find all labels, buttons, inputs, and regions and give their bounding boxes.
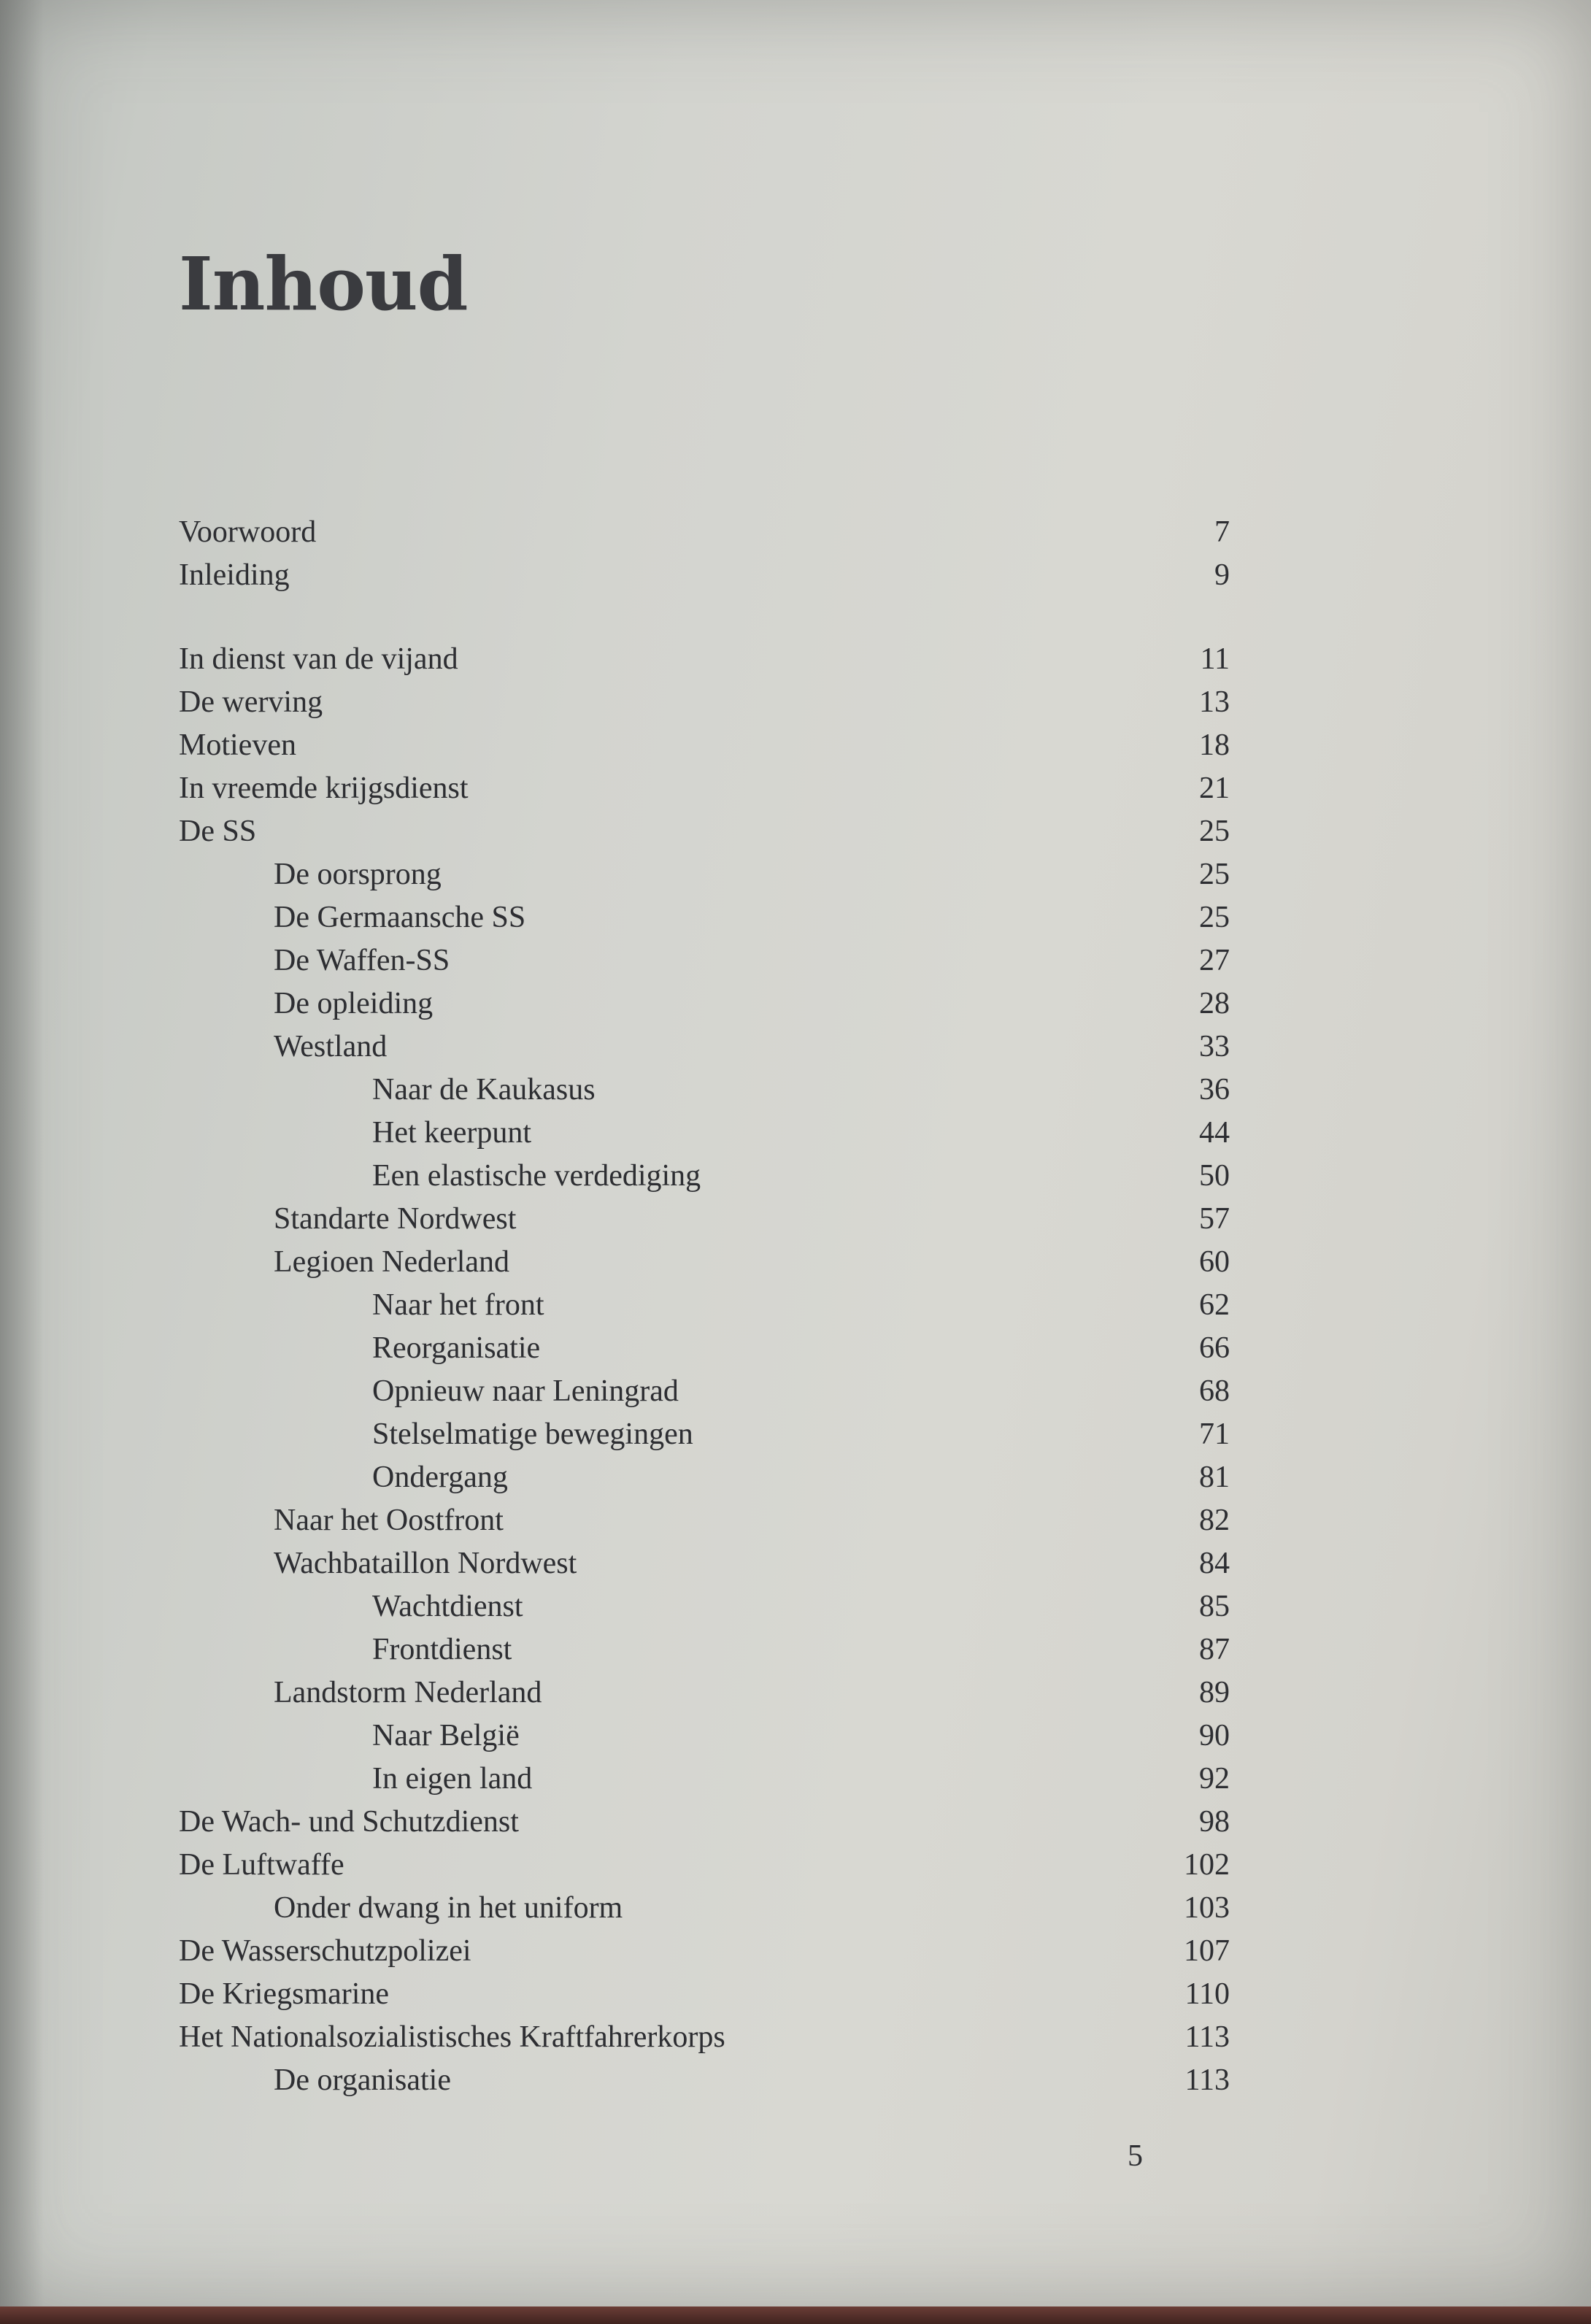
toc-entry-page-number: 11 — [1200, 642, 1230, 676]
toc-entry — [179, 1198, 1230, 1241]
toc-entry — [179, 1112, 1230, 1155]
toc-entry-page-number: 25 — [1199, 815, 1230, 848]
toc-entry-title: Wachtdienst — [372, 1590, 523, 1623]
toc-entry — [179, 1155, 1230, 1198]
toc-entry — [179, 939, 1230, 982]
toc-entry — [179, 1844, 1230, 1887]
toc-entry — [179, 1241, 1230, 1284]
toc-entry-title: Wachbataillon Nordwest — [274, 1547, 577, 1580]
toc-entry-page-number: 92 — [1199, 1762, 1230, 1796]
toc-entry-page-number: 81 — [1199, 1461, 1230, 1494]
toc-entry — [179, 1026, 1230, 1069]
toc-entry-title: Naar België — [372, 1719, 520, 1752]
toc-entry-page-number: 85 — [1199, 1590, 1230, 1623]
toc-entry-title: Inleiding — [179, 558, 290, 592]
toc-entry-page-number: 107 — [1184, 1934, 1230, 1968]
toc-entry-page-number: 28 — [1199, 987, 1230, 1020]
toc-entry-page-number: 57 — [1199, 1202, 1230, 1236]
toc-entry — [179, 1370, 1230, 1413]
toc-entry-page-number: 102 — [1184, 1848, 1230, 1882]
table-of-contents — [179, 511, 1230, 2102]
spine-shadow — [0, 0, 44, 2306]
toc-entry-page-number: 84 — [1199, 1547, 1230, 1580]
toc-entry-title: In dienst van de vijand — [179, 642, 458, 676]
toc-entry-title: De Luftwaffe — [179, 1848, 344, 1882]
toc-entry — [179, 1542, 1230, 1585]
toc-entry-title: Onder dwang in het uniform — [274, 1891, 623, 1925]
toc-entry — [179, 810, 1230, 853]
toc-entry-title: De Germaansche SS — [274, 901, 526, 934]
toc-entry-title: Stelselmatige bewegingen — [372, 1417, 693, 1451]
toc-entry-title: De SS — [179, 815, 257, 848]
toc-entry-page-number: 87 — [1199, 1633, 1230, 1666]
toc-entry — [179, 1887, 1230, 1930]
toc-entry — [179, 1284, 1230, 1327]
toc-entry — [179, 638, 1230, 681]
toc-entry-page-number: 103 — [1184, 1891, 1230, 1925]
toc-entry-title: De Wach- und Schutzdienst — [179, 1805, 519, 1839]
toc-entry-page-number: 60 — [1199, 1245, 1230, 1279]
toc-entry — [179, 2016, 1230, 2059]
toc-entry — [179, 1628, 1230, 1671]
toc-entry-title: De Waffen-SS — [274, 944, 450, 977]
toc-entry — [179, 1413, 1230, 1456]
toc-entry-page-number: 98 — [1199, 1805, 1230, 1839]
toc-entry-title: Westland — [274, 1030, 388, 1063]
toc-entry-title: Motieven — [179, 728, 296, 762]
toc-entry-title: Het Nationalsozialistisches Kraftfahrerkorps — [179, 2020, 725, 2054]
toc-entry-page-number: 90 — [1199, 1719, 1230, 1752]
toc-entry-title: De organisatie — [274, 2063, 451, 2097]
toc-entry — [179, 1327, 1230, 1370]
toc-entry-page-number: 68 — [1199, 1374, 1230, 1408]
toc-entry — [179, 1585, 1230, 1628]
toc-entry — [179, 2059, 1230, 2102]
toc-entry-page-number: 36 — [1199, 1073, 1230, 1107]
toc-entry-title: Naar het front — [372, 1288, 544, 1322]
toc-entry-title: Naar het Oostfront — [274, 1504, 504, 1537]
toc-entry-title: Opnieuw naar Leningrad — [372, 1374, 679, 1408]
toc-entry-page-number: 113 — [1184, 2063, 1230, 2097]
toc-entry-title: Reorganisatie — [372, 1331, 541, 1365]
toc-entry-page-number: 18 — [1199, 728, 1230, 762]
toc-entry — [179, 1801, 1230, 1844]
toc-entry — [179, 1930, 1230, 1973]
toc-entry — [179, 1456, 1230, 1499]
toc-entry — [179, 767, 1230, 810]
toc-entry-title: De oorsprong — [274, 858, 442, 891]
toc-entry-page-number: 21 — [1199, 772, 1230, 805]
toc-entry-title: In vreemde krijgsdienst — [179, 772, 469, 805]
page-title: Inhoud — [179, 241, 468, 327]
toc-entry-page-number: 89 — [1199, 1676, 1230, 1709]
toc-entry-title: Een elastische verdediging — [372, 1159, 701, 1193]
toc-entry — [179, 554, 1230, 597]
toc-entry-title: Landstorm Nederland — [274, 1676, 542, 1709]
toc-entry-page-number: 71 — [1199, 1417, 1230, 1451]
toc-entry-title: De Wasserschutzpolizei — [179, 1934, 471, 1968]
toc-entry-title: De opleiding — [274, 987, 434, 1020]
toc-entry-page-number: 110 — [1184, 1977, 1230, 2011]
toc-entry-page-number: 7 — [1214, 515, 1230, 549]
toc-entry — [179, 853, 1230, 896]
toc-entry-page-number: 25 — [1199, 901, 1230, 934]
toc-entry-title: Naar de Kaukasus — [372, 1073, 596, 1107]
page-number: 5 — [1128, 2139, 1143, 2173]
toc-entry-title: De werving — [179, 685, 323, 719]
toc-entry — [179, 1715, 1230, 1758]
toc-entry — [179, 681, 1230, 724]
toc-entry — [179, 511, 1230, 554]
toc-entry-page-number: 27 — [1199, 944, 1230, 977]
toc-entry — [179, 1069, 1230, 1112]
toc-entry-page-number: 62 — [1199, 1288, 1230, 1322]
toc-entry-title: Het keerpunt — [372, 1116, 532, 1150]
toc-entry-page-number: 33 — [1199, 1030, 1230, 1063]
toc-entry — [179, 1758, 1230, 1801]
toc-entry — [179, 724, 1230, 767]
toc-entry-title: De Kriegsmarine — [179, 1977, 390, 2011]
toc-entry-page-number: 13 — [1199, 685, 1230, 719]
toc-entry-title: Frontdienst — [372, 1633, 512, 1666]
toc-entry — [179, 1973, 1230, 2016]
toc-entry — [179, 896, 1230, 939]
toc-entry — [179, 982, 1230, 1026]
toc-entry-page-number: 44 — [1199, 1116, 1230, 1150]
toc-entry-title: Voorwoord — [179, 515, 317, 549]
toc-entry — [179, 1499, 1230, 1542]
toc-entry-page-number: 9 — [1214, 558, 1230, 592]
toc-entry-page-number: 82 — [1199, 1504, 1230, 1537]
toc-entry-page-number: 66 — [1199, 1331, 1230, 1365]
toc-entry-page-number: 50 — [1199, 1159, 1230, 1193]
toc-entry-title: Ondergang — [372, 1461, 508, 1494]
book-cover-edge — [0, 2306, 1591, 2324]
toc-entry-page-number: 25 — [1199, 858, 1230, 891]
toc-entry-title: Standarte Nordwest — [274, 1202, 517, 1236]
toc-entry — [179, 1671, 1230, 1715]
toc-entry-title: In eigen land — [372, 1762, 533, 1796]
toc-entry-title: Legioen Nederland — [274, 1245, 510, 1279]
toc-entry-page-number: 113 — [1184, 2020, 1230, 2054]
